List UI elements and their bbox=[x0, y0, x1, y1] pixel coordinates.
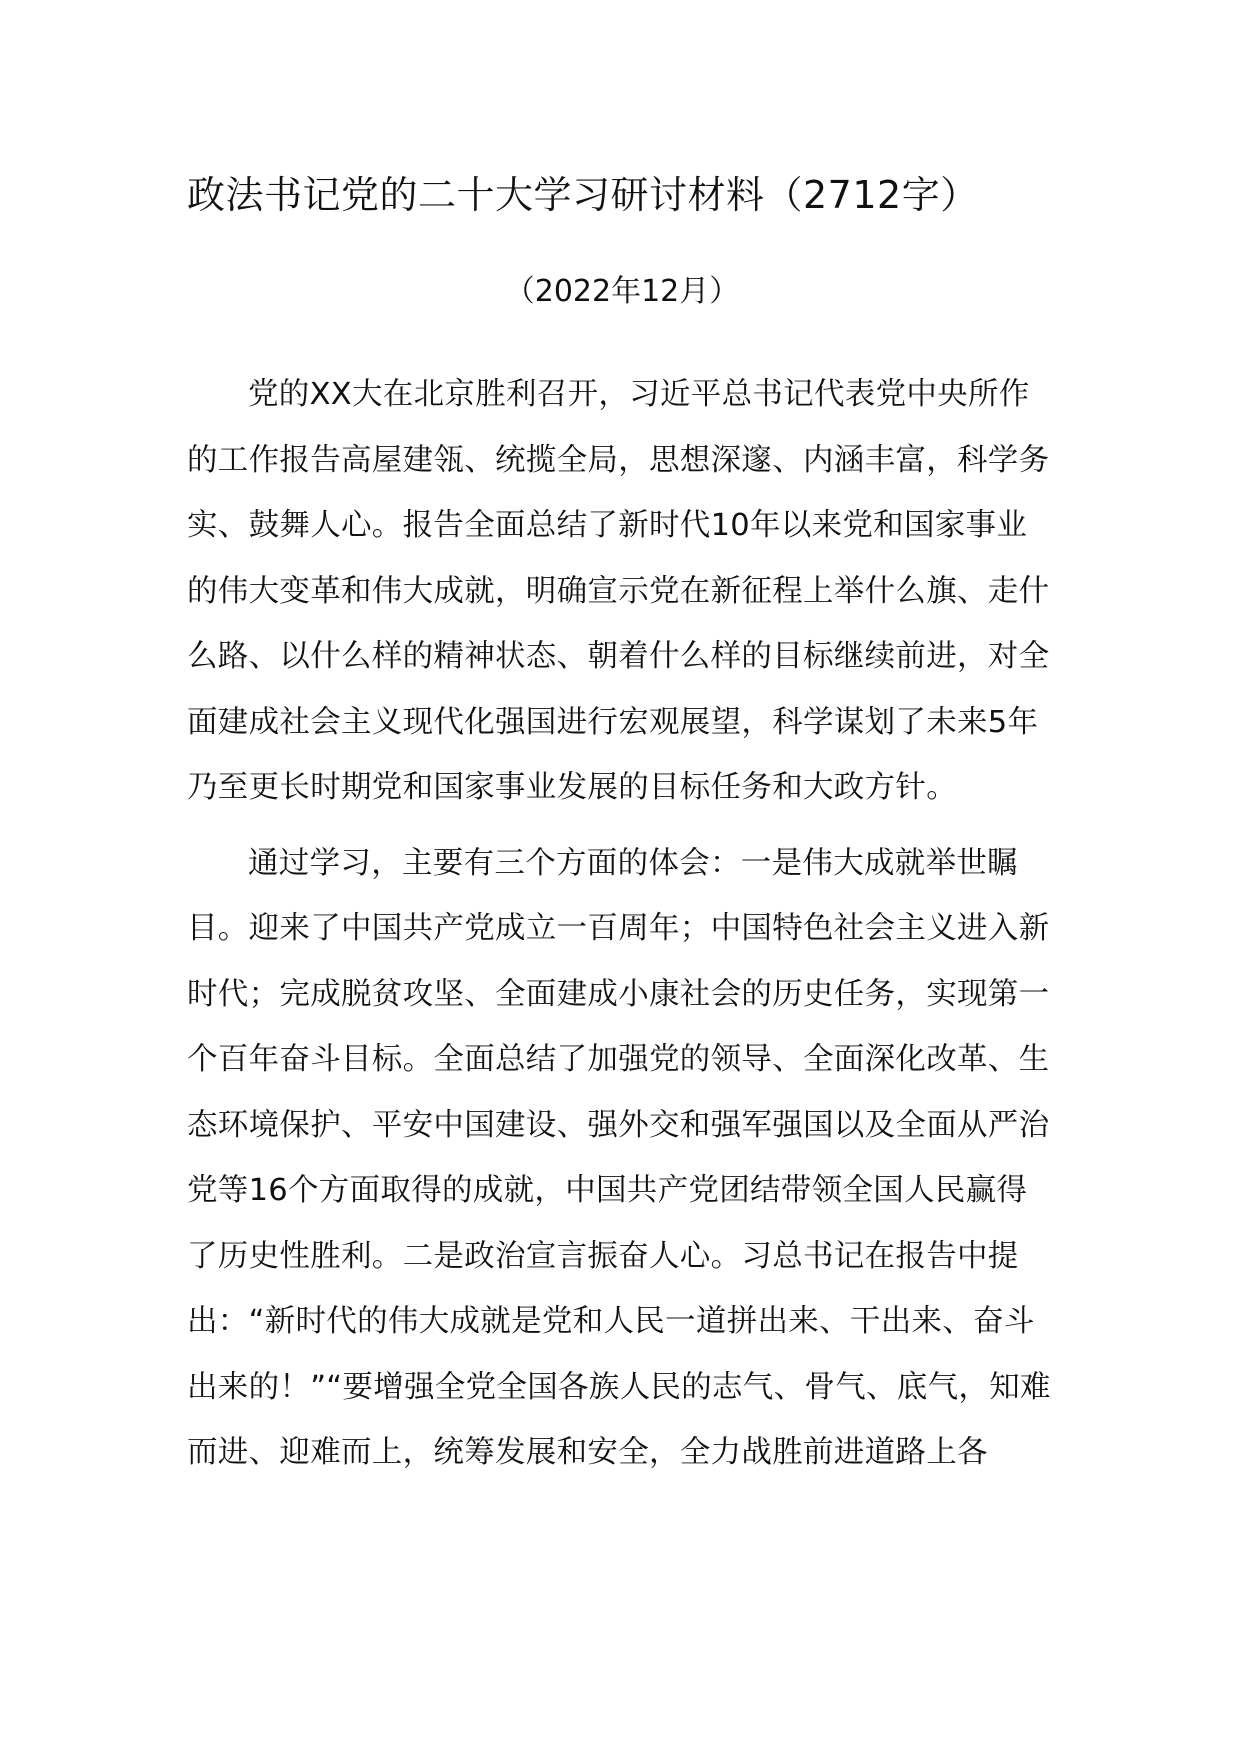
body-paragraph-2: 通过学习，主要有三个方面的体会：一是伟大成就举世瞩目。迎来了中国共产党成立一百周年；中国特色社会主义进入新时代；完成脱贫攻坚、全面建成小康社会的历史任务，实现第一个百年奋斗目标。全面总结了加强党的领导、全面深化改革、生态环境保护、平安中国建设、强外交和强军强国以及全面从严治党等16个方面取得的成就，中国共产党团结带领全国人民赢得了历史性胜利。二是政治宣言振奋人心。习总书记在报告中提出：“新时代的伟大成就是党和人民一道拼出来、干出来、奋斗出来的！”“要增强全党全国各族人民的志气、骨气、底气，知难而进、迎难而上，统筹发展和安全，全力战胜前进道路上各 bbox=[187, 845, 1051, 1470]
document-date: （2022年12月） bbox=[504, 274, 740, 309]
document-title: 政法书记党的二十大学习研讨材料（2712字） bbox=[187, 173, 979, 217]
body-paragraph-1: 党的XX大在北京胜利召开，习近平总书记代表党中央所作的工作报告高屋建瓴、统揽全局，思想深邃、内涵丰富，科学务实、鼓舞人心。报告全面总结了新时代10年以来党和国家事业的伟大变革和伟大成就，明确宣示党在新征程上举什么旗、走什么路、以什么样的精神状态、朝着什么样的目标继续前进，对全面建成社会主义现代化强国进行宏观展望，科学谋划了未来5年乃至更长时期党和国家事业发展的目标任务和大政方针。 bbox=[187, 377, 1050, 805]
document-body bbox=[187, 362, 1057, 1486]
